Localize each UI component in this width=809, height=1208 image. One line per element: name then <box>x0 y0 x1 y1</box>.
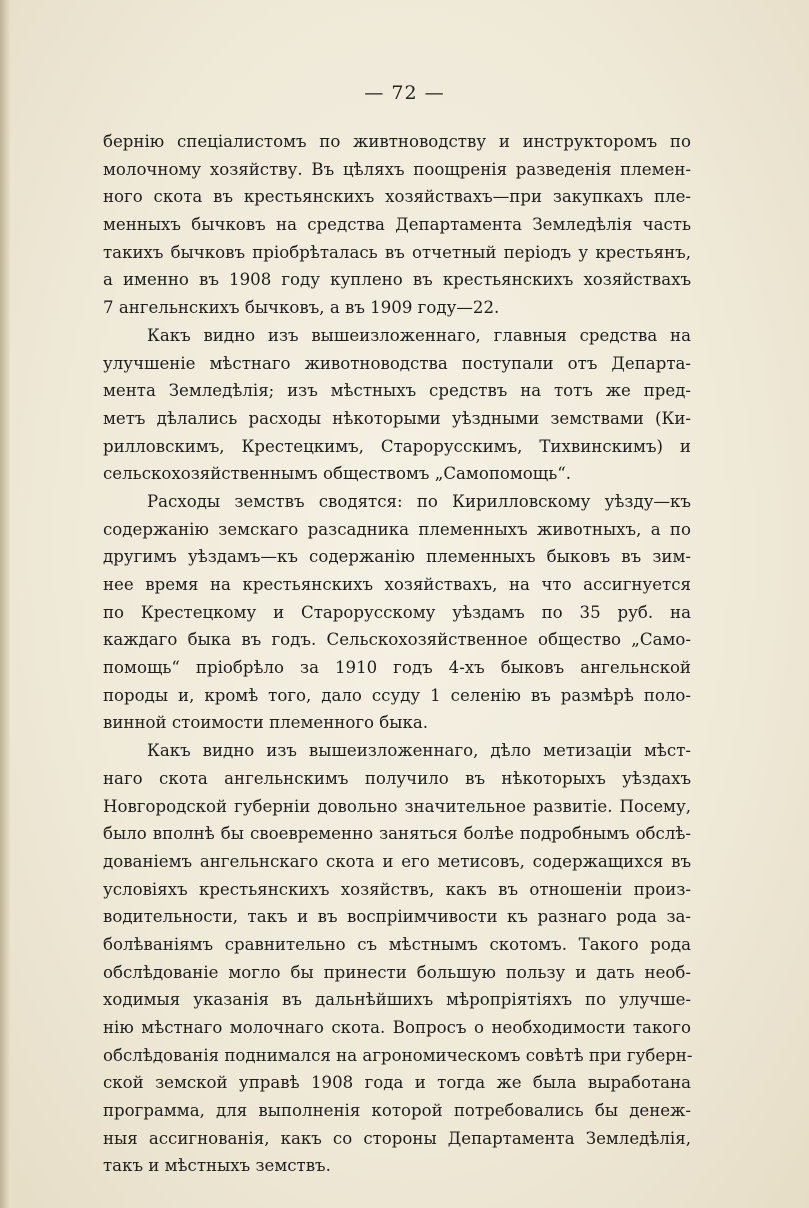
text-line: улучшеніе мѣстнаго животноводства поступали отъ Департа- <box>103 353 691 373</box>
text-line: метъ дѣлались расходы нѣкоторыми уѣздными земствами (Ки- <box>103 408 691 428</box>
body-text <box>103 128 691 1180</box>
text-line: нее время на крестьянскихъ хозяйствахъ, на что ассигнуется <box>103 575 691 594</box>
text-line: такъ и мѣстныхъ земствъ. <box>103 1156 331 1176</box>
text-line: условіяхъ крестьянскихъ хозяйствъ, какъ въ отношеніи произ- <box>103 879 691 899</box>
text-line: программа, для выполненія которой потребовались бы денеж- <box>103 1101 691 1121</box>
text-line: Новгородской губерніи довольно значительное развитіе. Посему, <box>103 796 691 816</box>
book-spine-shadow <box>0 0 10 1208</box>
text-line: ного скота въ крестьянскихъ хозяйствахъ—при закупкахъ пле- <box>103 187 691 207</box>
paragraph <box>103 488 691 737</box>
text-line: рилловскимъ, Крестецкимъ, Старорусскимъ, Тихвинскимъ) и <box>103 436 691 456</box>
text-line: обслѣдованіе могло бы принести большую пользу и дать необ- <box>103 962 691 982</box>
text-line: содержанію земскаго разсадника племенныхъ животныхъ, а по <box>103 519 691 539</box>
text-line: ской земской управѣ 1908 года и тогда же была выработана <box>103 1073 691 1093</box>
paragraph <box>103 128 691 322</box>
text-line: Какъ видно изъ вышеизложеннаго, главныя средства на <box>147 325 691 345</box>
text-line: другимъ уѣздамъ—къ содержанію племенныхъ быковъ въ зим- <box>103 547 691 567</box>
text-line: Расходы земствъ сводятся: по Кирилловскому уѣзду—къ <box>147 491 691 511</box>
text-line: каждаго быка въ годъ. Сельскохозяйственное общество „Само- <box>103 630 691 650</box>
paragraph <box>103 737 691 1180</box>
text-line: ныя ассигнованія, какъ со стороны Департамента Земледѣлія, <box>103 1128 691 1148</box>
text-line: нію мѣстнаго молочнаго скота. Вопросъ о необходимости такого <box>103 1018 691 1037</box>
text-line: болѣваніямъ сравнительно съ мѣстнымъ скотомъ. Такого рода <box>103 934 691 954</box>
paragraph <box>103 322 691 488</box>
text-line: бернію спеціалистомъ по живтноводству и инструкторомъ по <box>103 132 691 151</box>
text-line: а именно въ 1908 году куплено въ крестьянскихъ хозяйствахъ <box>103 270 691 290</box>
text-line: помощь“ пріобрѣло за 1910 годъ 4-хъ быковъ ангельнской <box>103 658 691 678</box>
text-line: Какъ видно изъ вышеизложеннаго, дѣло метизаціи мѣст- <box>147 741 691 761</box>
text-line: винной стоимости племенного быка. <box>103 713 429 733</box>
text-line: было вполнѣ бы своевременно заняться болѣе подробнымъ обслѣ- <box>103 824 691 844</box>
text-line: водительности, такъ и въ воспріимчивости къ разнаго рода за- <box>103 907 691 927</box>
text-line: молочному хозяйству. Въ цѣляхъ поощренія разведенія племен- <box>103 159 691 179</box>
text-line: такихъ бычковъ пріобрѣталась въ отчетный періодъ у крестьянъ, <box>103 242 691 262</box>
text-line: обслѣдованія поднимался на агрономическомъ совѣтѣ при губерн- <box>103 1045 693 1065</box>
text-line: дованіемъ ангельнскаго скота и его метисовъ, содержащихся въ <box>103 851 691 871</box>
text-line: по Крестецкому и Старорусскому уѣздамъ по 35 руб. на <box>103 602 691 622</box>
text-line: мента Земледѣлія; изъ мѣстныхъ средствъ на тотъ же пред- <box>103 381 691 401</box>
text-line: ходимыя указанія въ дальнѣйшихъ мѣропріятіяхъ по улучше- <box>103 990 691 1010</box>
text-line: 7 ангельнскихъ бычковъ, а въ 1909 году—22. <box>103 298 500 318</box>
text-line: менныхъ бычковъ на средства Департамента Земледѣлія часть <box>103 215 691 235</box>
text-line: сельскохозяйственнымъ обществомъ „Самопомощь“. <box>103 464 571 484</box>
text-line: породы и, кромѣ того, дало ссуду 1 селенію въ размѣрѣ поло- <box>103 685 691 705</box>
page-number: — 72 — <box>364 82 445 104</box>
text-line: наго скота ангельнскимъ получило въ нѣкоторыхъ уѣздахъ <box>103 768 691 788</box>
